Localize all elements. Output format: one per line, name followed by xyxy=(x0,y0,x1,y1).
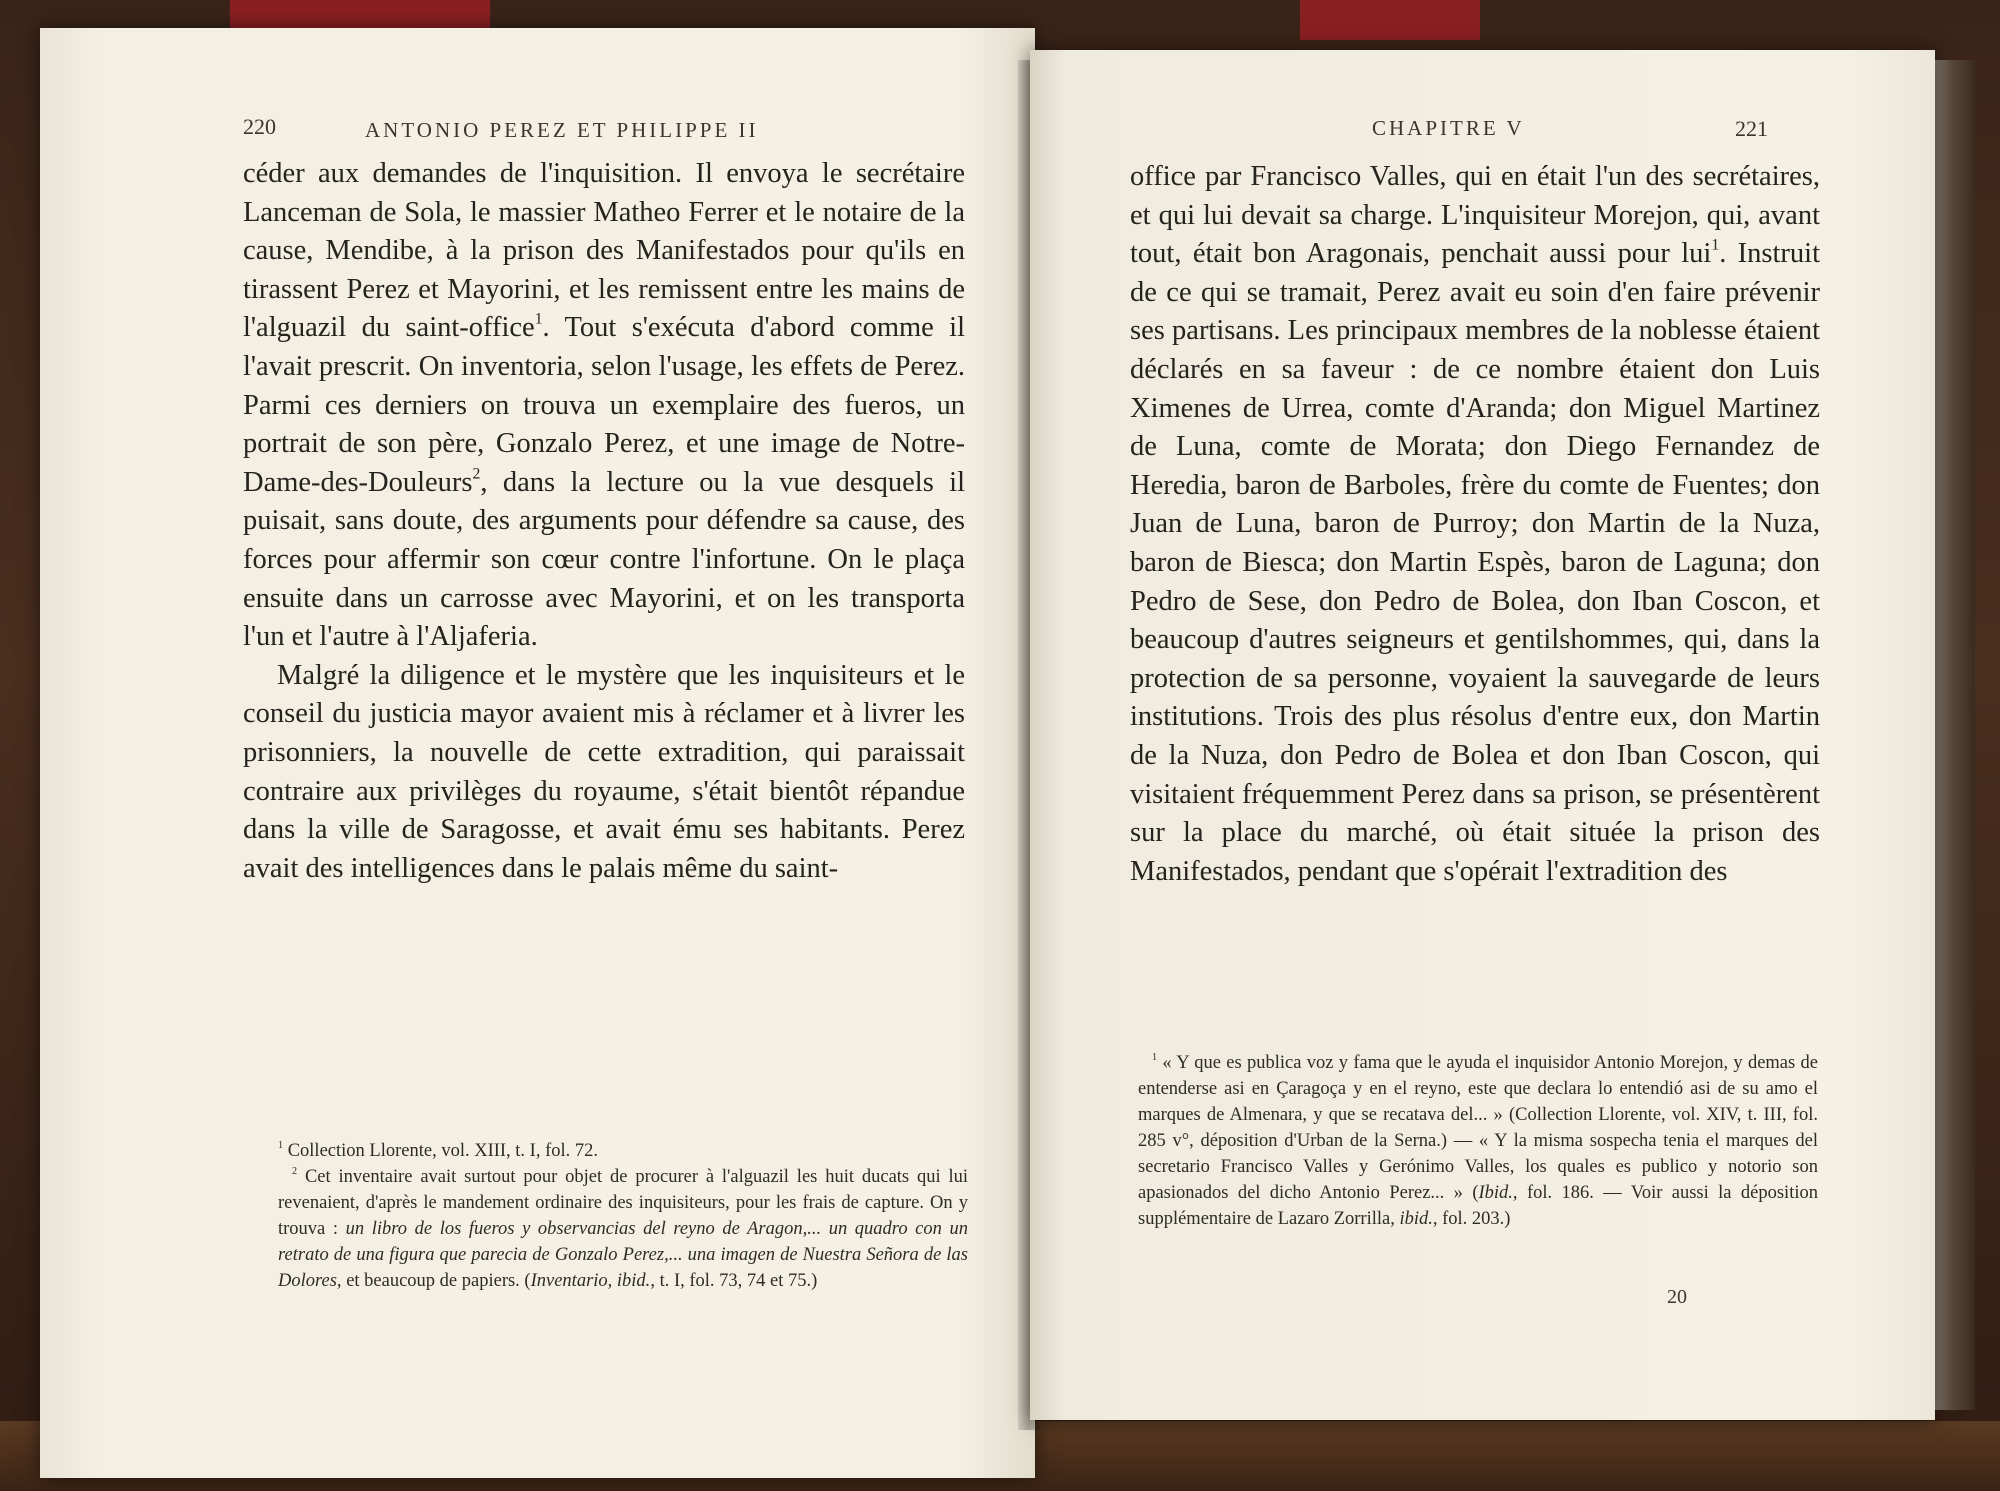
footnote-2-text-a: Cet inventaire avait surtout pour objet de procurer à l'alguazil les huit ducats qui lui revenaient, d'après le mandement ordinaire des inquisiteurs, pour les frais de capture. On y trouva : xyxy=(278,1167,969,1239)
left-body-text xyxy=(243,155,965,888)
running-head-left: ANTONIO PEREZ ET PHILIPPE II xyxy=(365,118,759,142)
page-number-left: 220 xyxy=(243,114,276,139)
footnote-2 xyxy=(278,1164,968,1294)
right-paragraph-1-part-b: . Instruit de ce qui se tramait, Perez avait eu soin d'en faire prévenir ses partisans. Les principaux membres de la noblesse étaient déclarés en sa faveur : de ce nombre étaient don Luis Ximenes de Urrea, comte d'Aranda; don Miguel Martinez de Luna, comte de Morata; don Diego Fernandez de Heredia, baron de Barboles, frère du comte de Fuentes; don Juan de Luna, baron de Purroy; don Martin de la Nuza, baron de Biesca; don Martin Espès, baron de Laguna; don Pedro de Sese, don Pedro de Bolea, don Iban Coscon, et beaucoup d'autres seigneurs et gentilshommes, qui, dans la protection de sa personne, voyaient la sauvegarde de leurs institutions. Trois des plus résolus d'entre eux, don Martin de la Nuza, don Pedro de Bolea et don Iban Coscon, qui visitaient fréquemment Perez dans sa prison, se présentèrent sur la place du marché, où était située la prison des Manifestados, pendant que s'opérait l'extradition des xyxy=(1130,238,1821,887)
footnote-2-source: Inventario, ibid. xyxy=(530,1271,651,1291)
note-mark: 2 xyxy=(472,465,481,483)
footnote-1-ibid-2: ibid. xyxy=(1399,1209,1433,1229)
right-body-text xyxy=(1130,158,1820,891)
left-footnotes xyxy=(278,1138,968,1294)
signature-mark: 20 xyxy=(1667,1286,1687,1308)
left-paragraph-1-part-a: céder aux demandes de l'inquisition. Il envoya le secrétaire Lanceman de Sola, le massier Matheo Ferrer et le notaire de la cause, Mendibe, à la prison des Manifestados pour qu'ils en tirassent Perez et Mayorini, et les remissent entre les mains de l'alguazil du saint-office xyxy=(243,158,965,344)
footnote-1-ibid: Ibid. xyxy=(1478,1183,1513,1203)
book-cover-edge xyxy=(1935,60,1975,1410)
right-page xyxy=(1030,50,1935,1420)
footnote-1-text-a: « Y que es publica voz y fama que le ayuda el inquisidor Antonio Morejon, y demas de entenderse asi en Çaragoça y en el reyno, este que declara lo entendió asi de su amo el marques de Almenara, y que se recatava del... » (Collection Llorente, vol. XIV, t. III, fol. 285 v°, déposition d'Urban de la Serna.) — « Y la misma sospecha tenia el marques del secretario Francisco Valles y Gerónimo Valles, los quales es publico y notorio son apasionados del dicho Antonio Perez... » ( xyxy=(1138,1053,1818,1203)
left-page xyxy=(40,28,1035,1478)
right-paragraph-1-part-a: office par Francisco Valles, qui en était l'un des secrétaires, et qui lui devait sa charge. L'inquisiteur Morejon, qui, avant tout, était bon Aragonais, penchait aussi pour lui xyxy=(1130,161,1820,270)
footnote-1 xyxy=(278,1138,968,1164)
footnote-1-text-c: , fol. 203.) xyxy=(1432,1209,1511,1229)
right-footnotes xyxy=(1138,1050,1818,1232)
left-paragraph-1-part-b: . Tout s'exécuta d'abord comme il l'avait prescrit. On inventoria, selon l'usage, les effets de Perez. Parmi ces derniers on trouva un exemplaire des fueros, un portrait de son père, Gonzalo Perez, et une image de Notre-Dame-des-Douleurs xyxy=(243,312,965,498)
footnote-1-text-b: , fol. 186. — Voir aussi la déposition supplémentaire de Lazaro Zorrilla, xyxy=(1138,1183,1818,1229)
red-cloth-right xyxy=(1300,0,1480,40)
left-paragraph-1-part-c: , dans la lecture ou la vue desquels il puisait, sans doute, des arguments pour défendre sa cause, des forces pour affermir son cœur contre l'infortune. On le plaça ensuite dans un carrosse avec Mayorini, et on les transporta l'un et l'autre à l'Aljaferia. xyxy=(243,466,965,653)
note-mark: 1 xyxy=(1711,236,1720,254)
left-paragraph-1 xyxy=(243,155,965,657)
note-mark: 1 xyxy=(278,1139,284,1151)
footnote-2-text-b: et beaucoup de papiers. ( xyxy=(341,1271,531,1291)
page-number-right: 221 xyxy=(1735,116,1768,141)
footnote-2-quote: un libro de los fueros y observancias del reyno de Aragon,... un quadro con un retrato de una figura que parecia de Gonzalo Perez,... una imagen de Nuestra Señora de las Dolores, xyxy=(278,1219,968,1291)
right-paragraph-1 xyxy=(1130,158,1820,891)
left-paragraph-2: Malgré la diligence et le mystère que les inquisiteurs et le conseil du justicia mayor avaient mis à réclamer et à livrer les prisonniers, la nouvelle de cette extradition, qui paraissait contraire aux privilèges du royaume, s'était bientôt répandue dans la ville de Saragosse, et avait ému ses habitants. Perez avait des intelligences dans le palais même du saint- xyxy=(243,659,965,884)
footnote-1-text: Collection Llorente, vol. XIII, t. I, fol. 72. xyxy=(287,1141,599,1161)
running-head-right: CHAPITRE V xyxy=(1372,116,1525,140)
note-mark: 1 xyxy=(534,310,543,328)
note-mark: 2 xyxy=(292,1165,298,1177)
footnote-1 xyxy=(1138,1050,1818,1232)
note-mark: 1 xyxy=(1152,1051,1158,1063)
footnote-2-text-c: , t. I, fol. 73, 74 et 75.) xyxy=(650,1271,818,1291)
